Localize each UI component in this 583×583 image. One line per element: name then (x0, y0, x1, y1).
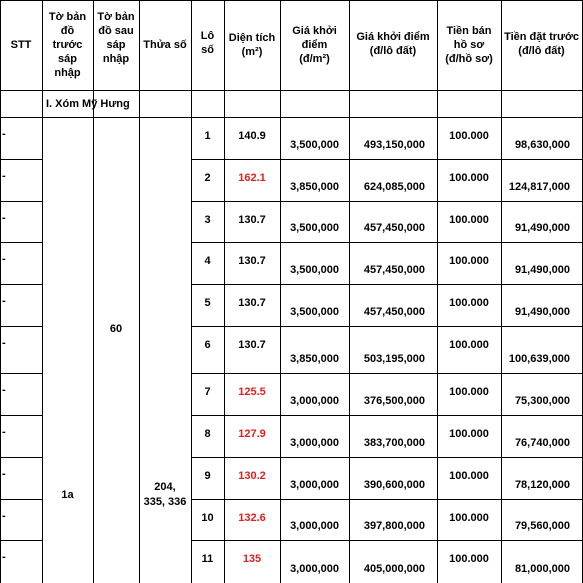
lot-number: 2 (204, 172, 211, 184)
price-per-m2: 3,000,000 (290, 520, 339, 532)
grid-line (191, 457, 583, 458)
header-map-after: nhập (102, 53, 130, 65)
header-lot: số (201, 44, 214, 56)
grid-line (0, 284, 42, 285)
parcel-value: 335, 336 (143, 496, 187, 508)
map-before-value: 1a (61, 489, 74, 501)
lot-number: 10 (201, 512, 214, 524)
deposit: 78,120,000 (514, 479, 570, 491)
file-fee: 100.000 (449, 428, 489, 440)
header-deposit: (đ/lô đất) (518, 45, 565, 57)
deposit: 81,000,000 (514, 563, 570, 575)
stt-marker: - (2, 468, 6, 480)
header-map-before: nhập (54, 67, 81, 79)
grid-line (191, 373, 583, 374)
price-per-m2: 3,000,000 (290, 479, 339, 491)
deposit: 91,490,000 (514, 306, 570, 318)
price-per-m2: 3,500,000 (290, 222, 339, 234)
deposit: 124,817,000 (508, 181, 570, 193)
grid-line (437, 0, 438, 583)
header-map-before: đồ (60, 25, 75, 37)
header-price-lot: Giá khởi điểm (356, 31, 430, 43)
price-per-m2: 3,850,000 (290, 353, 339, 365)
lot-number: 3 (204, 214, 211, 226)
price-per-m2: 3,850,000 (290, 181, 339, 193)
grid-line (191, 284, 583, 285)
grid-line (0, 159, 42, 160)
stt-marker: - (2, 295, 6, 307)
grid-line (0, 117, 583, 118)
price-per-m2: 3,500,000 (290, 306, 339, 318)
lot-number: 1 (204, 130, 211, 142)
price-per-lot: 503,195,000 (363, 353, 425, 365)
grid-line (191, 201, 583, 202)
area-value: 127.9 (238, 428, 266, 440)
price-per-lot: 405,000,000 (363, 563, 425, 575)
file-fee: 100.000 (449, 386, 489, 398)
price-per-lot: 376,500,000 (363, 395, 425, 407)
header-map-after: sáp (106, 39, 126, 51)
grid-line (0, 457, 42, 458)
grid-line (0, 0, 583, 1)
file-fee: 100.000 (449, 255, 489, 267)
stt-marker: - (2, 212, 6, 224)
lot-number: 5 (204, 297, 211, 309)
parcel-value: 204, (154, 481, 176, 493)
price-per-lot: 390,600,000 (363, 479, 425, 491)
price-per-lot: 397,800,000 (363, 520, 425, 532)
header-price-m2: (đ/m²) (299, 53, 330, 65)
deposit: 98,630,000 (514, 139, 570, 151)
deposit: 91,490,000 (514, 264, 570, 276)
price-per-lot: 457,450,000 (363, 222, 425, 234)
stt-marker: - (2, 551, 6, 563)
price-per-lot: 457,450,000 (363, 306, 425, 318)
area-value: 130.7 (238, 255, 266, 267)
grid-line (0, 242, 42, 243)
area-value: 130.7 (238, 214, 266, 226)
file-fee: 100.000 (449, 214, 489, 226)
lot-number: 8 (204, 428, 211, 440)
price-per-lot: 493,150,000 (363, 139, 425, 151)
price-per-lot: 383,700,000 (363, 437, 425, 449)
grid-line (191, 540, 583, 541)
stt-marker: - (2, 170, 6, 182)
area-value: 162.1 (238, 172, 266, 184)
file-fee: 100.000 (449, 297, 489, 309)
area-value: 130.7 (238, 297, 266, 309)
price-per-m2: 3,000,000 (290, 395, 339, 407)
header-map-after: đồ sau (98, 25, 134, 37)
header-file-fee: Tiền bán (446, 25, 492, 37)
header-map-before: trước (52, 39, 83, 51)
grid-line (0, 0, 1, 583)
grid-line (0, 415, 42, 416)
stt-marker: - (2, 384, 6, 396)
grid-line (224, 0, 225, 583)
header-parcel: Thửa số (143, 39, 187, 51)
grid-line (0, 201, 42, 202)
price-per-lot: 624,085,000 (363, 181, 425, 193)
grid-line (191, 159, 583, 160)
price-per-m2: 3,500,000 (290, 139, 339, 151)
area-value: 130.2 (238, 470, 266, 482)
grid-line (501, 0, 502, 583)
stt-marker: - (2, 426, 6, 438)
lot-number: 4 (204, 255, 211, 267)
stt-marker: - (2, 337, 6, 349)
grid-line (280, 0, 281, 583)
header-file-fee: hồ sơ (453, 39, 485, 51)
section-title: I. Xóm Mỹ Hưng (46, 98, 130, 110)
grid-line (0, 499, 42, 500)
header-lot: Lô (200, 30, 215, 42)
area-value: 130.7 (238, 339, 266, 351)
area-value: 132.6 (238, 512, 266, 524)
lot-number: 9 (204, 470, 211, 482)
deposit: 79,560,000 (514, 520, 570, 532)
header-map-before: Tờ bản (48, 11, 87, 23)
lot-number: 6 (204, 339, 211, 351)
header-price-m2: điểm (301, 39, 328, 51)
header-area: Diện tích (228, 32, 276, 44)
header-file-fee: (đ/hồ sơ) (445, 53, 493, 65)
header-map-before: sáp (58, 53, 77, 65)
file-fee: 100.000 (449, 339, 489, 351)
deposit: 100,639,000 (508, 353, 570, 365)
grid-line (349, 0, 350, 583)
header-map-after: Tờ bản (97, 11, 135, 23)
stt-marker: - (2, 128, 6, 140)
stt-marker: - (2, 510, 6, 522)
header-stt: STT (10, 39, 32, 51)
grid-line (191, 415, 583, 416)
price-per-m2: 3,000,000 (290, 563, 339, 575)
file-fee: 100.000 (449, 512, 489, 524)
grid-line (191, 0, 192, 583)
grid-line (191, 326, 583, 327)
grid-line (0, 90, 583, 91)
price-per-m2: 3,000,000 (290, 437, 339, 449)
lot-number: 7 (204, 386, 211, 398)
stt-marker: - (2, 253, 6, 265)
grid-line (0, 373, 42, 374)
deposit: 91,490,000 (514, 222, 570, 234)
lot-number: 11 (201, 553, 214, 565)
file-fee: 100.000 (449, 553, 489, 565)
header-price-lot: (đ/lô đất) (369, 45, 417, 57)
header-deposit: Tiền đặt trước (504, 31, 579, 43)
deposit: 75,300,000 (514, 395, 570, 407)
file-fee: 100.000 (449, 470, 489, 482)
price-per-m2: 3,500,000 (290, 264, 339, 276)
grid-line (191, 242, 583, 243)
area-value: 135 (242, 553, 262, 565)
price-per-lot: 457,450,000 (363, 264, 425, 276)
grid-line (93, 0, 94, 583)
header-price-m2: Giá khởi (292, 25, 337, 37)
file-fee: 100.000 (449, 172, 489, 184)
deposit: 76,740,000 (514, 437, 570, 449)
grid-line (0, 326, 42, 327)
area-value: 125.5 (238, 386, 266, 398)
map-after-value: 60 (109, 323, 123, 335)
grid-line (0, 540, 42, 541)
file-fee: 100.000 (449, 130, 489, 142)
area-value: 140.9 (238, 130, 266, 142)
grid-line (191, 499, 583, 500)
header-area: (m²) (241, 46, 263, 58)
